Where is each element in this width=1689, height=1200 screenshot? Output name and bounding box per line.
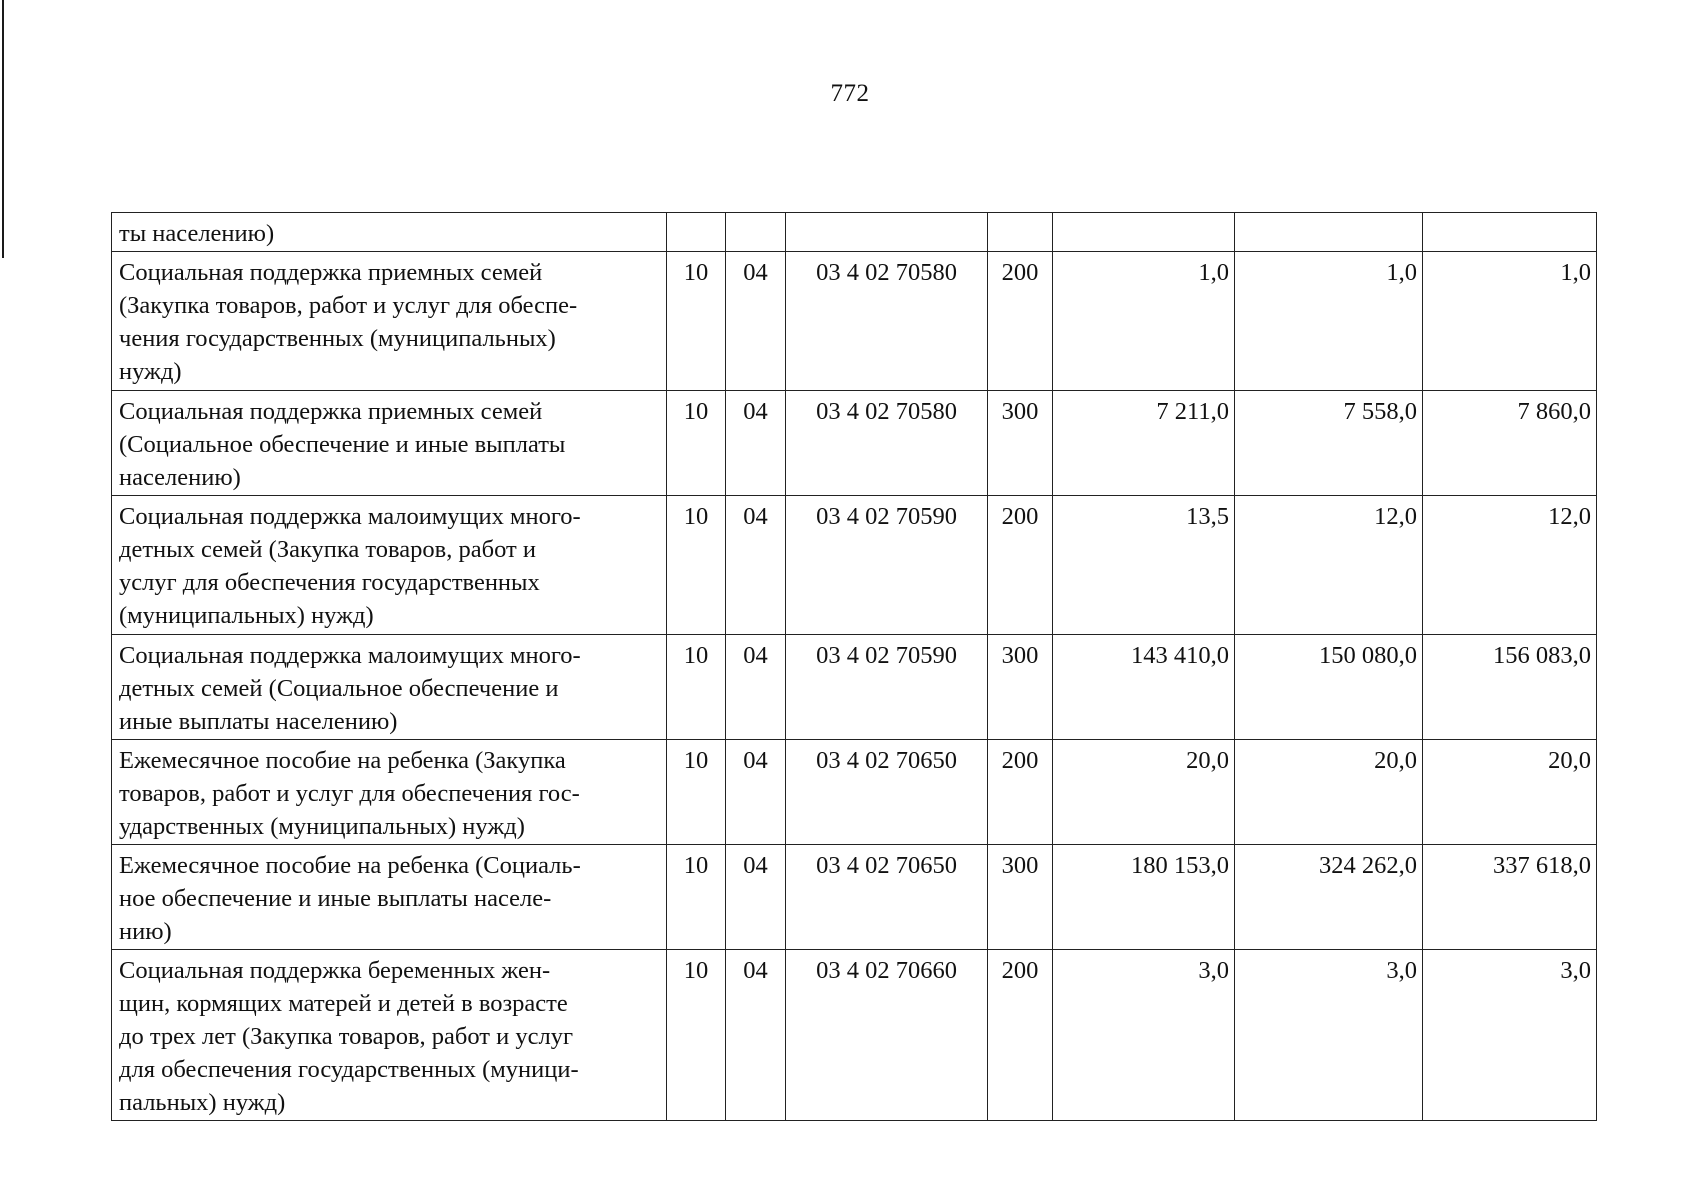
expense-type-cell: 200 xyxy=(988,496,1053,635)
table-row xyxy=(112,845,1597,950)
description-line: нию) xyxy=(119,918,172,945)
section-code-cell: 10 xyxy=(667,391,726,496)
description-cell xyxy=(112,496,667,635)
target-article-cell xyxy=(786,213,988,252)
description-line: услуг для обеспечения государственных xyxy=(119,569,540,596)
section-code-cell: 10 xyxy=(667,635,726,740)
description-line: (Закупка товаров, работ и услуг для обеспе- xyxy=(119,292,578,319)
table-body xyxy=(112,213,1597,1121)
subsection-code-cell: 04 xyxy=(726,740,786,845)
description-cell xyxy=(112,740,667,845)
subsection-code-cell xyxy=(726,213,786,252)
budget-table xyxy=(111,212,1597,1121)
target-article-cell: 03 4 02 70590 xyxy=(786,635,988,740)
description-line: Социальная поддержка малоимущих много- xyxy=(119,503,581,530)
expense-type-cell: 200 xyxy=(988,740,1053,845)
description-line: чения государственных (муниципальных) xyxy=(119,325,556,352)
subsection-code-cell: 04 xyxy=(726,845,786,950)
section-code-cell: 10 xyxy=(667,496,726,635)
description-line: Социальная поддержка приемных семей xyxy=(119,259,543,286)
amount-year-2-cell: 150 080,0 xyxy=(1235,635,1423,740)
amount-year-3-cell: 20,0 xyxy=(1423,740,1597,845)
description-line: (Социальное обеспечение и иные выплаты xyxy=(119,431,566,458)
description-cell xyxy=(112,391,667,496)
table-row xyxy=(112,252,1597,391)
description-line: щин, кормящих матерей и детей в возрасте xyxy=(119,990,568,1017)
target-article-cell: 03 4 02 70590 xyxy=(786,496,988,635)
expense-type-cell: 300 xyxy=(988,635,1053,740)
subsection-code-cell: 04 xyxy=(726,252,786,391)
amount-year-3-cell: 156 083,0 xyxy=(1423,635,1597,740)
expense-type-cell: 200 xyxy=(988,950,1053,1121)
description-line: товаров, работ и услуг для обеспечения гос- xyxy=(119,780,580,807)
amount-year-2-cell: 3,0 xyxy=(1235,950,1423,1121)
page-number: 772 xyxy=(830,80,870,107)
expense-type-cell: 300 xyxy=(988,845,1053,950)
target-article-cell: 03 4 02 70580 xyxy=(786,252,988,391)
subsection-code-cell: 04 xyxy=(726,635,786,740)
description-cell xyxy=(112,845,667,950)
description-line: населению) xyxy=(119,464,241,491)
amount-year-2-cell: 324 262,0 xyxy=(1235,845,1423,950)
table-row xyxy=(112,391,1597,496)
section-code-cell: 10 xyxy=(667,950,726,1121)
subsection-code-cell: 04 xyxy=(726,950,786,1121)
table-row xyxy=(112,950,1597,1121)
amount-year-1-cell: 7 211,0 xyxy=(1053,391,1235,496)
description-line: иные выплаты населению) xyxy=(119,708,398,735)
description-line: Социальная поддержка приемных семей xyxy=(119,398,543,425)
amount-year-3-cell xyxy=(1423,213,1597,252)
description-line: детных семей (Социальное обеспечение и xyxy=(119,675,559,702)
description-line: для обеспечения государственных (муници- xyxy=(119,1056,579,1083)
description-cell xyxy=(112,252,667,391)
amount-year-3-cell: 12,0 xyxy=(1423,496,1597,635)
amount-year-3-cell: 1,0 xyxy=(1423,252,1597,391)
expense-type-cell xyxy=(988,213,1053,252)
table-row xyxy=(112,740,1597,845)
amount-year-2-cell xyxy=(1235,213,1423,252)
amount-year-3-cell: 3,0 xyxy=(1423,950,1597,1121)
target-article-cell: 03 4 02 70580 xyxy=(786,391,988,496)
target-article-cell: 03 4 02 70650 xyxy=(786,845,988,950)
target-article-cell: 03 4 02 70660 xyxy=(786,950,988,1121)
description-line: Ежемесячное пособие на ребенка (Закупка xyxy=(119,747,566,774)
description-line: ударственных (муниципальных) нужд) xyxy=(119,813,525,840)
description-line: пальных) нужд) xyxy=(119,1089,286,1116)
description-line: ты населению) xyxy=(119,220,275,247)
amount-year-1-cell xyxy=(1053,213,1235,252)
target-article-cell: 03 4 02 70650 xyxy=(786,740,988,845)
amount-year-1-cell: 143 410,0 xyxy=(1053,635,1235,740)
amount-year-2-cell: 12,0 xyxy=(1235,496,1423,635)
description-line: (муниципальных) нужд) xyxy=(119,602,374,629)
description-cell xyxy=(112,635,667,740)
amount-year-2-cell: 7 558,0 xyxy=(1235,391,1423,496)
amount-year-1-cell: 1,0 xyxy=(1053,252,1235,391)
description-line: нужд) xyxy=(119,358,182,385)
expense-type-cell: 200 xyxy=(988,252,1053,391)
description-cell xyxy=(112,950,667,1121)
section-code-cell: 10 xyxy=(667,740,726,845)
section-code-cell xyxy=(667,213,726,252)
table-row xyxy=(112,496,1597,635)
table-row xyxy=(112,635,1597,740)
amount-year-1-cell: 180 153,0 xyxy=(1053,845,1235,950)
subsection-code-cell: 04 xyxy=(726,391,786,496)
section-code-cell: 10 xyxy=(667,845,726,950)
scan-edge-line xyxy=(2,0,4,258)
description-line: Социальная поддержка малоимущих много- xyxy=(119,642,581,669)
subsection-code-cell: 04 xyxy=(726,496,786,635)
amount-year-1-cell: 20,0 xyxy=(1053,740,1235,845)
amount-year-3-cell: 337 618,0 xyxy=(1423,845,1597,950)
description-line: Социальная поддержка беременных жен- xyxy=(119,957,551,984)
amount-year-3-cell: 7 860,0 xyxy=(1423,391,1597,496)
description-line: ное обеспечение и иные выплаты населе- xyxy=(119,885,552,912)
description-cell xyxy=(112,213,667,252)
amount-year-2-cell: 20,0 xyxy=(1235,740,1423,845)
description-line: Ежемесячное пособие на ребенка (Социаль- xyxy=(119,852,581,879)
amount-year-1-cell: 3,0 xyxy=(1053,950,1235,1121)
section-code-cell: 10 xyxy=(667,252,726,391)
description-line: детных семей (Закупка товаров, работ и xyxy=(119,536,536,563)
description-line: до трех лет (Закупка товаров, работ и услуг xyxy=(119,1023,574,1050)
amount-year-1-cell: 13,5 xyxy=(1053,496,1235,635)
amount-year-2-cell: 1,0 xyxy=(1235,252,1423,391)
expense-type-cell: 300 xyxy=(988,391,1053,496)
table-row xyxy=(112,213,1597,252)
